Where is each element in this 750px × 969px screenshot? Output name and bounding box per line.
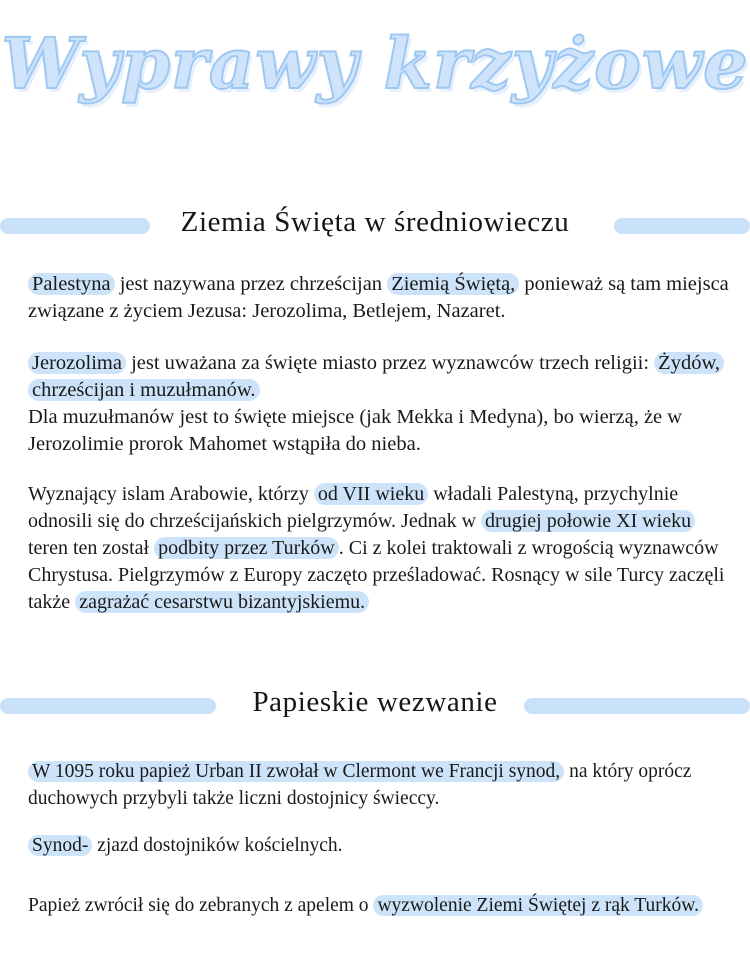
highlight-conquered-by-turks: podbity przez Turków xyxy=(154,537,339,559)
text: Dla muzułmanów jest to święte miejsce (jak Mekka i Medyna), bo wierzą, że w Jerozolimie prorok Mahomet wstąpiła do nieba. xyxy=(28,406,683,455)
text: władali Palestyną, przychylnie odnosili się do chrześcijańskich pielgrzymów. Jednak w xyxy=(28,483,679,532)
highlight-three-religions: Żydów, chrześcijan i muzułmanów. xyxy=(28,352,724,401)
page-title: Wyprawy krzyżowe xyxy=(1,22,749,105)
section-heading-papal-call xyxy=(0,686,750,726)
text: jest uważana za święte miasto przez wyznawców trzech religii: xyxy=(125,352,655,374)
highlight-threat-byzantium: zagrażać cesarstwu bizantyjskiemu. xyxy=(75,591,369,613)
text: Wyznający islam Arabowie, którzy xyxy=(28,483,314,505)
highlight-jerozolima: Jerozolima xyxy=(28,352,126,374)
text: zjazd dostojników kościelnych. xyxy=(92,835,343,856)
text: Papież zwrócił się do zebranych z apelem o xyxy=(28,895,374,916)
paragraph-palestine xyxy=(28,271,734,325)
highlight-xi-century: drugiej połowie XI wieku xyxy=(481,510,695,532)
highlight-synod: Synod- xyxy=(28,835,92,856)
paragraph-pope-appeal xyxy=(28,892,734,919)
text: jest nazywana przez chrześcijan xyxy=(114,273,388,295)
highlight-liberation-holy-land: wyzwolenie Ziemi Świętej z rąk Turków. xyxy=(373,895,703,916)
paragraph-jerusalem xyxy=(28,350,734,458)
paragraph-synod-definition xyxy=(28,832,734,859)
paragraph-synod-1095 xyxy=(28,758,734,812)
highlight-vii-century: od VII wieku xyxy=(314,483,428,505)
highlight-ziemia-swieta: Ziemią Świętą, xyxy=(387,273,519,295)
paragraph-arabs-turks xyxy=(28,481,734,616)
highlight-urban-ii-synod: W 1095 roku papież Urban II zwołał w Clermont we Francji synod, xyxy=(28,761,564,782)
text: teren ten został xyxy=(28,537,155,559)
section-heading-label: Ziemia Święta w średniowieczu xyxy=(180,206,570,238)
text: ponieważ są tam miejsca związane z życiem Jezusa: Jerozolima, Betlejem, Nazaret. xyxy=(28,273,729,322)
text: . Ci z kolei traktowali z wrogością wyznawców Chrystusa. Pielgrzymów z Europy zaczęto prześladować. Rosnący w sile Turcy zaczęli także xyxy=(28,537,725,613)
highlight-palestyna: Palestyna xyxy=(28,273,115,295)
text: na który oprócz duchowych przybyli także liczni dostojnicy świeccy. xyxy=(28,761,692,809)
section-heading-label: Papieskie wezwanie xyxy=(252,686,498,718)
section-heading-holy-land xyxy=(0,206,750,246)
